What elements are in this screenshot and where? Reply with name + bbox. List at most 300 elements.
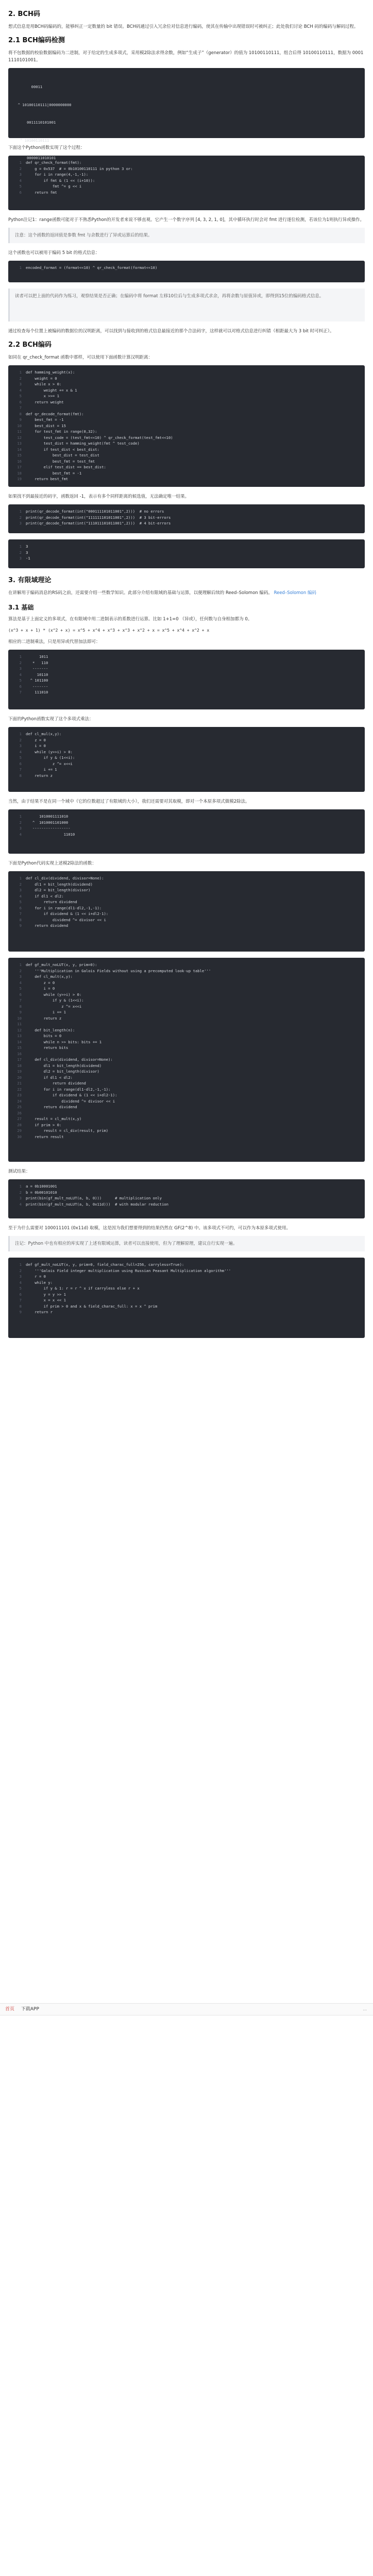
code-text: if prim > 0:: [26, 1122, 62, 1127]
code-line: [13, 923, 360, 929]
code-line: [13, 1087, 360, 1093]
code-text: if dividend & (1 << i+dl2-1):: [26, 1093, 117, 1097]
code-text: 1010001111010: [26, 814, 69, 819]
code-line: [13, 405, 360, 411]
code-line: [13, 369, 360, 376]
reed-solomon-link[interactable]: Reed–Solomon 编码: [274, 590, 316, 596]
code-line: [13, 376, 360, 382]
home-tab[interactable]: 首页: [5, 2007, 15, 2012]
code-line: [13, 447, 360, 453]
code-line: [13, 660, 360, 666]
para-2-1-c: Python注记1：range函数可能对于不熟悉Python的开发者来说不够直观。它产生一个数字序列 [4, 3, 2, 1, 0]，其中循环执行时会对 fmt 进行逐位检测，若该位为1则执行异或操作。: [8, 217, 364, 223]
line-number: 6: [19, 190, 22, 195]
line-number: 1: [19, 962, 22, 967]
para-2-1-b: 下面这个Python函数实现了这个过程：: [8, 145, 85, 150]
code-text: return dividend: [26, 1105, 77, 1109]
code-line: [13, 1075, 360, 1081]
line-number: 25: [17, 1105, 22, 1109]
line-number: 12: [17, 435, 22, 440]
code-line: [13, 820, 360, 826]
line-number: 16: [17, 459, 22, 464]
code-text: def gf_mult_noLUT(x, y, prim=0, field_charac_full=256, carryless=True):: [26, 1262, 184, 1267]
code-line: [13, 452, 360, 459]
code-line: [13, 1285, 360, 1292]
section-title-3-1: 3.1 基础: [8, 604, 34, 611]
code-block-binary-mul: [8, 650, 365, 709]
code-text: return bits: [26, 1045, 69, 1050]
line-number: 30: [17, 1134, 22, 1139]
code-text: z = 0: [26, 737, 46, 742]
code-line: [13, 1116, 360, 1122]
code-line: [13, 1274, 360, 1280]
code-text: x = x << 1: [26, 1298, 66, 1302]
more-icon[interactable]: ...: [363, 2007, 367, 2011]
code-line: [13, 992, 360, 998]
line-number: 11: [17, 429, 22, 434]
code-line: [13, 968, 360, 974]
line-number: 9: [19, 923, 22, 928]
code-text: test_code = (test_fmt<<10) ^ qr_check_format(test_fmt<<10): [26, 435, 173, 440]
code-line: [13, 435, 360, 441]
formula-3-1: (x^3 + x + 1) * (x^2 + x) = x^5 + x^4 + x^3 + x^3 + x^2 + x = x^5 + x^4 + x^2 + x: [8, 628, 210, 633]
code-line: [13, 464, 360, 470]
para-3-1-b: 相应的二进制乘法，只是用异或代替加法即可：: [8, 639, 100, 645]
line-number: 1: [19, 654, 22, 659]
code-block-hamming: [8, 365, 365, 487]
line-number: 2: [19, 1268, 22, 1273]
code-line: [13, 1303, 360, 1310]
quote-note-3: 注记：Python 中也有相应的库实现了上述有限域运算，读者可以直接使用，但为了理解原理，建议自行实现一遍。: [8, 1236, 365, 1251]
code-line: [13, 1297, 360, 1303]
line-number: 6: [19, 684, 22, 689]
code-text: print(bin(gf_mult_noLUT(a, b, 0x11d))) # with modular reduction: [26, 1201, 168, 1207]
line-number: 1: [19, 732, 22, 736]
line-number: 12: [17, 1027, 22, 1032]
code-line: [13, 1110, 360, 1116]
line-number: 15: [17, 1045, 22, 1050]
line-number: 18: [17, 470, 22, 476]
code-line: [13, 997, 360, 1004]
code-line: [13, 911, 360, 917]
code-line: [13, 980, 360, 986]
code-text: 1011: [26, 654, 48, 659]
line-number: 3: [19, 888, 22, 892]
code-text: return dividend: [26, 900, 77, 904]
para-3-text: 在讲解用于编码消息的RS码之前，还需要介绍一些数学知识。此部分介绍有限域的基础与运算，以便理解后续的 Reed–Solomon 编码。: [8, 590, 273, 596]
code-text: def cl_div(dividend, divisor=None):: [26, 1057, 113, 1062]
line-number: 1: [19, 1262, 22, 1267]
line-number: 6: [19, 1292, 22, 1297]
line-number: 3: [19, 666, 22, 671]
intro-paragraph: 想式信息是用BCH码编码的，能够纠正一定数量的 bit 错误。BCH码通过引入冗余位对信息进行编码，使其在传输中出现错误时可被纠正；此处我们讨论 BCH 码的编码与解码过程。: [8, 24, 359, 29]
code-line: [13, 737, 360, 743]
line-number: 7: [19, 1298, 22, 1302]
code-text: while y:: [26, 1280, 53, 1285]
code-text: for i in range(4,-1,-1):: [26, 172, 89, 177]
code-block-mod-div: [8, 809, 365, 854]
code-text: return dividend: [26, 923, 69, 928]
code-line: [13, 183, 360, 190]
code-block-cl-mul: [8, 727, 365, 792]
line-number: 5: [19, 755, 22, 760]
code-text: for test_fmt in range(0,32):: [26, 429, 97, 434]
code-line: [13, 178, 360, 184]
section-title-bch: 2. BCH码: [8, 10, 40, 18]
code-line: [13, 1015, 360, 1022]
line-number: 1: [19, 876, 22, 880]
code-line: ^ 10100110111|0000000000: [13, 102, 72, 107]
code-text: x >>= 1: [26, 394, 59, 398]
code-line: [13, 1268, 360, 1274]
line-number: 15: [17, 453, 22, 457]
line-number: 21: [17, 1081, 22, 1086]
code-line: [13, 265, 360, 271]
code-text: a = 0b10001001: [26, 1184, 57, 1189]
para-3-1: 算法是基于上面定义的多项式，在有限域中用二进制表示的系数进行运算。比如 1+1=0 （异或），任何数与自身相加都为 0。: [8, 617, 252, 622]
code-line: [13, 1080, 360, 1087]
code-line: [13, 440, 360, 447]
code-line: [13, 399, 360, 405]
line-number: 2: [19, 737, 22, 742]
code-line: [13, 677, 360, 684]
code-text: def bit_length(n):: [26, 1027, 75, 1032]
code-line: [13, 962, 360, 968]
line-number: 2: [19, 820, 22, 825]
line-number: 18: [17, 1063, 22, 1068]
code-line: 0000011010101: [13, 156, 56, 160]
line-number: 4: [19, 980, 22, 985]
code-line: [13, 749, 360, 755]
line-number: 7: [19, 767, 22, 772]
quote-note-2: 读者可以把上面的代码作为练习，观察结果是否正确；在编码中将 format 左移10位后与生成多项式求余，再将余数与原值异或，即得到15位的编码格式信息。: [8, 289, 365, 321]
code-text: def cl_div(dividend, divisor=None):: [26, 876, 104, 880]
code-block-cl-div: [8, 871, 365, 952]
code-line: [13, 731, 360, 737]
code-line: [13, 882, 360, 888]
code-text: dividend ^= divisor << i: [26, 917, 106, 922]
line-number: 1: [19, 265, 22, 270]
line-number: 5: [19, 394, 22, 398]
line-number: 9: [19, 1310, 22, 1314]
code-line: [13, 1057, 360, 1063]
code-text: if y & (1<<i):: [26, 755, 75, 760]
code-text: while n >> bits: bits += 1: [26, 1039, 102, 1044]
code-text: if prim > 0 and x & field_charac_full: x = x ^ prim: [26, 1303, 158, 1309]
line-number: 7: [19, 405, 22, 410]
code-line: [13, 743, 360, 749]
line-number: 16: [17, 1051, 22, 1056]
code-text: 10110: [26, 672, 48, 677]
download-app-tab[interactable]: 下载APP: [21, 2007, 39, 2012]
code-line: [13, 1292, 360, 1298]
code-text: while (y>>i) > 0:: [26, 749, 73, 754]
line-number: 2: [19, 166, 22, 171]
code-text: best_fmt = test_fmt: [26, 459, 95, 464]
code-line: [13, 459, 360, 465]
line-number: 17: [17, 465, 22, 469]
code-block-encode: [8, 261, 365, 282]
code-text: best_dist = 15: [26, 423, 66, 428]
line-number: 13: [17, 441, 22, 446]
line-number: 14: [17, 447, 22, 452]
code-line: [13, 761, 360, 767]
code-line: [13, 875, 360, 882]
code-block-decode-output: [8, 539, 365, 568]
line-number: 6: [19, 399, 22, 404]
code-line: [13, 1009, 360, 1015]
code-text: return best_fmt: [26, 477, 69, 481]
line-number: 11: [17, 1022, 22, 1026]
line-number: 13: [17, 1033, 22, 1038]
code-line: [13, 654, 360, 660]
code-line: [13, 899, 360, 905]
section-title-2-2: 2.2 BCH编码: [8, 341, 52, 349]
code-line: [13, 1092, 360, 1098]
para-2-1-a: 将不包数据的校验数据编码为二进制，对于给定的生成多项式，采用模2除法求得余数，例如“生成子”（generator）的值为 10100110111，组合后得 10100110111，数据为 00011110101001。: [8, 50, 364, 63]
line-number: 4: [19, 893, 22, 899]
line-number: 3: [19, 974, 22, 979]
quote-note-1: 注意：这个函数的返回值是参数 fmt 与余数进行了异或运算后的结果。: [8, 228, 365, 243]
code-text: if y & 1: r = r ^ x if carryless else r + x: [26, 1286, 140, 1291]
code-text: print(bin(gf_mult_noLUT(a, b, 0))) # multiplication only: [26, 1196, 162, 1200]
code-text: def cl_mul(x,y):: [26, 732, 62, 736]
code-line: [13, 1104, 360, 1110]
code-text: if dividend & (1 << i+dl2-1):: [26, 911, 109, 916]
code-text: z ^= x<<i: [26, 1004, 82, 1009]
code-line: [13, 666, 360, 672]
code-text: def gf_mult_noLUT(x, y, prim=0):: [26, 962, 97, 967]
code-line: [13, 1063, 360, 1069]
code-line: [13, 814, 360, 820]
code-text: best_dist = test_dist: [26, 453, 99, 457]
line-number: 2: [19, 376, 22, 381]
code-text: while x > 0:: [26, 382, 62, 386]
code-text: return result: [26, 1134, 64, 1139]
code-line: [13, 767, 360, 773]
line-number: 2: [19, 660, 22, 665]
code-line: [13, 1051, 360, 1057]
para-3-1-f: 测试结果：: [8, 1169, 30, 1174]
code-text: return fmt: [26, 190, 57, 195]
line-number: 4: [19, 178, 22, 183]
line-number: 24: [17, 1098, 22, 1104]
code-text: r = 0: [26, 1274, 46, 1279]
line-number: 7: [19, 690, 22, 694]
code-text: dl2 = bit_length(divisor): [26, 1069, 99, 1074]
line-number: 9: [19, 417, 22, 422]
code-line: [13, 172, 360, 178]
code-line: [13, 550, 360, 556]
line-number: 2: [19, 550, 22, 555]
code-text: i += 1: [26, 767, 57, 772]
line-number: 4: [19, 1280, 22, 1285]
code-text: return weight: [26, 399, 64, 404]
code-line: [13, 1027, 360, 1033]
line-number: 8: [19, 1303, 22, 1309]
line-number: 1: [19, 1184, 22, 1189]
code-text: -1: [26, 556, 30, 561]
line-number: 8: [19, 917, 22, 922]
code-line: [13, 509, 360, 515]
line-number: 28: [17, 1122, 22, 1127]
code-block-check-format: [8, 156, 365, 210]
line-number: 2: [19, 968, 22, 973]
code-line: [13, 887, 360, 893]
line-number: 10: [17, 423, 22, 428]
para-3-1-e: 下面是Python代码实现上述模2除法的函数：: [8, 861, 96, 866]
line-number: 2: [19, 882, 22, 887]
code-text: elif test_dist == best_dist:: [26, 465, 106, 469]
code-text: 3: [26, 550, 28, 555]
section-title-2-1: 2.1 BCH编码检测: [8, 37, 65, 44]
line-number: 8: [19, 773, 22, 778]
code-text: i = 0: [26, 743, 46, 748]
code-text: print(qr_decode_format(int("000111101011001",2))) # no errors: [26, 509, 164, 514]
line-number: 17: [17, 1057, 22, 1062]
code-line: ^ 10100110111: [13, 138, 49, 143]
code-text: bits = 0: [26, 1033, 62, 1038]
line-number: 22: [17, 1087, 22, 1092]
code-text: if y & (1<<i):: [26, 998, 84, 1003]
code-line: [13, 832, 360, 838]
para-3-1-c: 下面的Python函数实现了这个多项式乘法：: [8, 717, 94, 722]
code-line: [13, 917, 360, 923]
code-text: result = cl_mult(x,y): [26, 1116, 82, 1121]
line-number: 1: [19, 509, 22, 514]
code-text: weight = 0: [26, 376, 57, 381]
code-text: def hamming_weight(x):: [26, 370, 75, 375]
line-number: 26: [17, 1110, 22, 1115]
line-number: 4: [19, 387, 22, 393]
line-number: 3: [19, 521, 22, 526]
line-number: 4: [19, 749, 22, 754]
line-number: 29: [17, 1128, 22, 1133]
line-number: 5: [19, 986, 22, 991]
code-text: def cl_mult(x,y):: [26, 974, 73, 979]
app-download-bar: [0, 2003, 373, 2015]
code-text: test_dist = hamming_weight(fmt ^ test_code): [26, 441, 140, 446]
code-text: return z: [26, 773, 53, 778]
line-number: 2: [19, 1190, 22, 1195]
code-text: if fmt & (1 << (i+10)):: [26, 178, 95, 183]
line-number: 6: [19, 992, 22, 997]
code-text: '''Galois Field integer multiplication using Russian Peasant Multiplication algorithm''': [26, 1268, 231, 1273]
code-line: [13, 393, 360, 399]
code-text: y = y >> 1: [26, 1292, 66, 1297]
code-block-gf-mult-full: [8, 1258, 365, 1338]
code-text: -------: [26, 666, 48, 671]
code-text: result = cl_div(result, prim): [26, 1128, 109, 1133]
code-line: [13, 166, 360, 172]
code-line: [13, 423, 360, 429]
code-line: [13, 773, 360, 779]
line-number: 1: [19, 160, 22, 165]
para-2-1-e: 通过检查每个位置上被编码的数据位的汉明距离，可以找到与接收到的格式信息最接近的那个合法码字，这样就可以对格式信息进行纠错（相距最大为 3 bit 时可纠正）。: [8, 329, 334, 334]
line-number: 9: [19, 1010, 22, 1014]
code-line: [13, 684, 360, 690]
line-number: 20: [17, 1075, 22, 1080]
code-line: [13, 755, 360, 761]
code-text: for i in range(dl1-dl2,-1,-1):: [26, 905, 102, 910]
code-text: best_fmt = -1: [26, 417, 64, 422]
code-line: [13, 986, 360, 992]
line-number: 5: [19, 184, 22, 189]
code-line: [13, 1201, 360, 1208]
line-number: 5: [19, 678, 22, 683]
code-line: [13, 515, 360, 521]
line-number: 19: [17, 1069, 22, 1074]
code-line: [13, 190, 360, 196]
line-number: 27: [17, 1116, 22, 1121]
code-text: while (y>>i) > 0:: [26, 992, 82, 997]
line-number: 8: [19, 1004, 22, 1009]
code-text: if dl1 < dl2:: [26, 893, 64, 899]
code-text: i += 1: [26, 1010, 66, 1014]
para-3-1-d: 当然，由于结果不是在同一个域中（它的位数超过了有限域的大小），我们还需要对其取模，即对一个本原多项式做模2除法。: [8, 799, 250, 804]
para-2-2-b: 如果找不到最接近的码字，函数返回 -1，表示有多个同样距离的候选值，无法确定唯一结果。: [8, 494, 190, 499]
code-line: [13, 1045, 360, 1051]
code-text: if dl1 < dl2:: [26, 1075, 73, 1080]
para-2-2: 如同在 qr_check_format 函数中那样，可以使用下面函数计算汉明距离：: [8, 355, 153, 360]
code-line: [13, 905, 360, 911]
code-text: for i in range(dl1-dl2,-1,-1):: [26, 1087, 111, 1092]
code-line: [13, 555, 360, 562]
code-line: [13, 470, 360, 477]
code-text: 3: [26, 544, 28, 549]
code-line: [13, 1195, 360, 1201]
code-text: 11010: [26, 832, 75, 837]
code-text: dividend ^= divisor << i: [26, 1098, 115, 1104]
code-line: [13, 1122, 360, 1128]
line-number: 3: [19, 1274, 22, 1279]
line-number: 3: [19, 556, 22, 561]
line-number: 1: [19, 814, 22, 819]
code-line: [13, 1004, 360, 1010]
code-text: print(qr_decode_format(int("111011101011001",2))) # 4 bit-errors: [26, 521, 171, 526]
code-text: return r: [26, 1310, 53, 1314]
code-text: weight += x & 1: [26, 387, 77, 393]
code-text: '''Multiplication in Galois Fields without using a precomputed look-up table''': [26, 968, 211, 973]
code-text: -----------------: [26, 826, 71, 831]
code-line: [13, 1069, 360, 1075]
code-line: [13, 974, 360, 980]
line-number: 4: [19, 832, 22, 837]
code-text: ^ 1010001101000: [26, 820, 69, 825]
code-text: def qr_check_format(fmt):: [26, 160, 82, 165]
line-number: 8: [19, 411, 22, 416]
code-text: -------: [26, 684, 48, 689]
code-line: [13, 1190, 360, 1196]
line-number: 10: [17, 1015, 22, 1021]
code-line: [13, 381, 360, 387]
para-3-1-g: 至于为什么需要对 100011101 (0x11d) 取模，这是因为我们想要得到的结果仍然在 GF(2^8) 中。该多项式不可约，可以作为本原多项式使用。: [8, 1226, 291, 1231]
code-line: [13, 825, 360, 832]
code-text: * 110: [26, 660, 48, 665]
code-block-gf-mult: [8, 958, 365, 1162]
line-number: 6: [19, 761, 22, 766]
code-text: return dividend: [26, 1081, 86, 1086]
code-line: [13, 417, 360, 423]
code-text: if test_dist < best_dist:: [26, 447, 99, 452]
code-text: print(qr_decode_format(int("111111101011001",2))) # 3 bit-errors: [26, 515, 171, 520]
code-line: [13, 1098, 360, 1105]
line-number: 7: [19, 998, 22, 1003]
line-number: 3: [19, 382, 22, 386]
code-text: dl1 = bit_length(dividend): [26, 882, 93, 887]
line-number: 6: [19, 905, 22, 910]
code-text: encoded_format = (format<<10) ^ qr_check_format(format<<10): [26, 265, 158, 270]
line-number: 3: [19, 743, 22, 748]
